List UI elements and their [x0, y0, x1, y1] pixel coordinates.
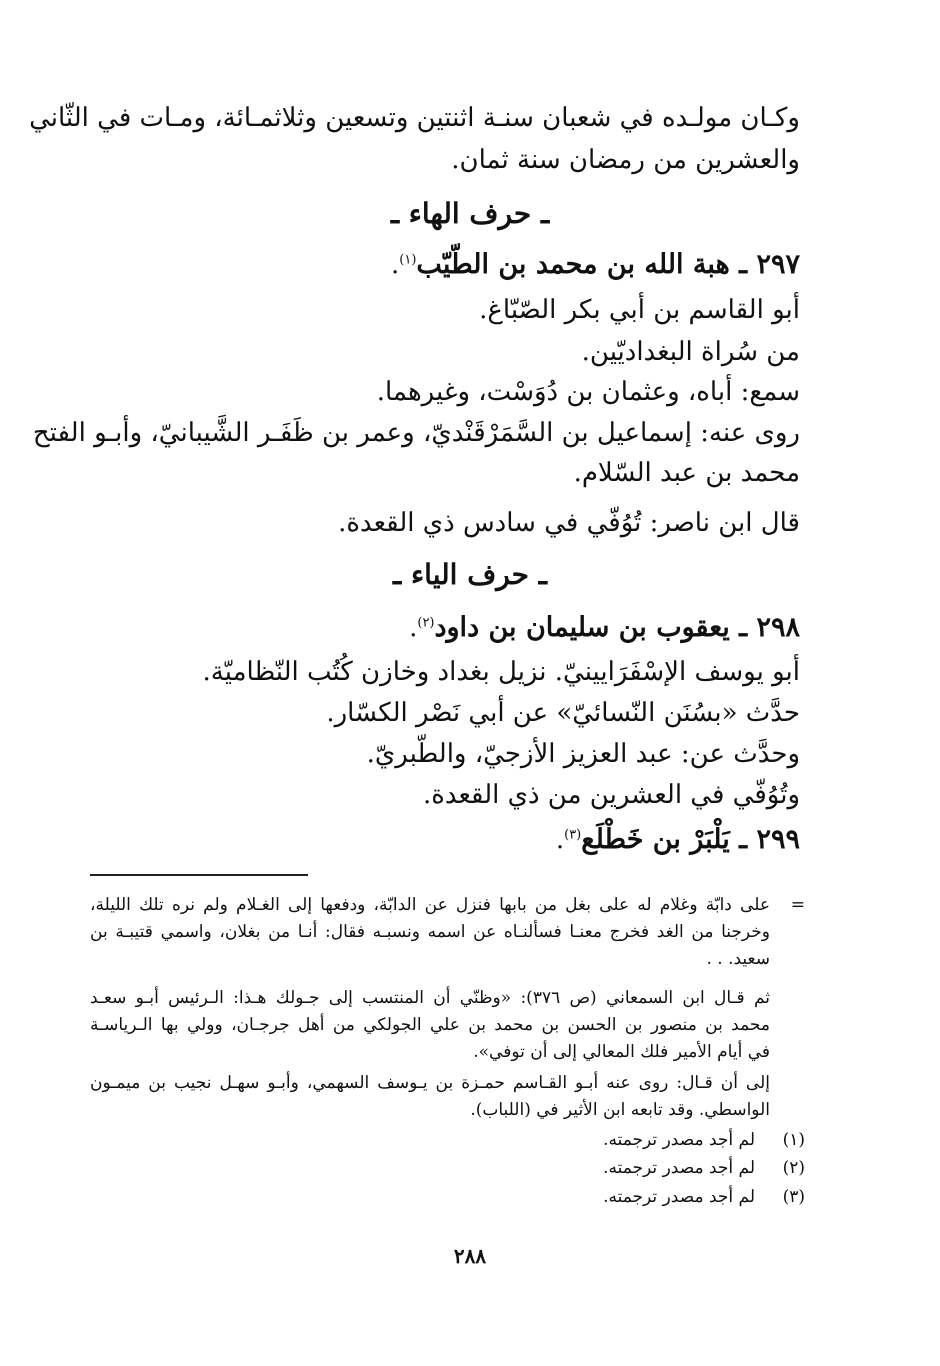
footnote-line: إلى أن قـال: روى عنه أبـو القـاسم حمـزة بن يـوسف السهمي، وأبـو سهـل نجيب بن ميمـون: [90, 1073, 770, 1093]
text-line: من سُراة البغداديّين.: [581, 337, 800, 367]
text-line: محمد بن عبد السّلام.: [573, 458, 800, 488]
footnote-separator: [90, 874, 308, 876]
footnote-line: الواسطي. وقد تابعه ابن الأثير في (اللباب).: [470, 1100, 770, 1120]
footnote-number-2: (٢): [782, 1158, 805, 1178]
footnote-text-2: لم أجد مصدر ترجمته.: [603, 1158, 755, 1178]
text-line: وتُوُفّي في العشرين من ذي القعدة.: [422, 780, 800, 810]
entry-299-title: ٢٩٩ ـ يَلْبَرْ بن خَطْلَع: [581, 824, 800, 855]
footnote-text-3: لم أجد مصدر ترجمته.: [603, 1187, 755, 1207]
text-line: وكـان مولـده في شعبان سنـة اثنتين وتسعين وثلاثمـائة، ومـات في الثّاني: [29, 103, 800, 133]
text-line: حدَّث «بسُنَن النّسائيّ» عن أبي نَصْر الكسّار.: [326, 698, 800, 728]
section-heading-ha: ـ حرف الهاء ـ: [390, 197, 550, 230]
text-line: والعشرين من رمضان سنة ثمان.: [451, 145, 800, 175]
footnote-line: سعيد. . .: [706, 949, 770, 969]
entry-298-title: ٢٩٨ ـ يعقوب بن سليمان بن داود: [434, 612, 800, 643]
footnote-continuation-mark: =: [790, 895, 805, 915]
footnote-ref-1: (١): [399, 252, 417, 268]
entry-299-title-line: [90, 820, 800, 860]
text-line: أبو يوسف الإسْفَرَايينيّ. نزيل بغداد وخازن كُتُب النّظاميّة.: [202, 657, 800, 687]
footnote-line: محمد بن منصور بن الحسن بن محمد بن علي الجولكي من أهل جرجـان، وولي بها الـرياسـة: [90, 1015, 770, 1035]
footnote-ref-3: (٣): [564, 827, 582, 843]
footnote-number-3: (٣): [782, 1187, 805, 1207]
text-line: روى عنه: إسماعيل بن السَّمَرْقَنْديّ، وعمر بن ظَفَـر الشَّيبانيّ، وأبـو الفتح: [32, 418, 800, 448]
footnote-text-1: لم أجد مصدر ترجمته.: [603, 1130, 755, 1150]
entry-298-tail: .: [409, 613, 418, 643]
footnote-line: وخرجنا من الغد فخرج معنـا فسألنـاه عن اسمه ونسبـه فقال: أنـا من بغلان، واسمي قتيبـة بن: [90, 922, 770, 942]
footnote-line: ثم قـال ابن السمعاني (ص ٣٧٦): «وظنّي أن المنتسب إلى جـولك هـذا: الـرئيس أبـو سعـد: [90, 988, 770, 1008]
footnote-line: في أيام الأمير فلك المعالي إلى أن توفي».: [473, 1042, 770, 1062]
text-line: قال ابن ناصر: تُوُفّي في سادس ذي القعدة.: [338, 508, 800, 538]
entry-299-tail: .: [555, 825, 565, 855]
section-heading-ya: ـ حرف الياء ـ: [393, 558, 547, 591]
entry-298-title-line: [90, 608, 800, 648]
entry-297-tail: .: [391, 250, 400, 280]
text-line: سمع: أباه، وعثمان بن دُوَسْت، وغيرهما.: [376, 377, 800, 407]
entry-297-title-line: [90, 245, 800, 285]
text-line: أبو القاسم بن أبي بكر الصّبّاغ.: [479, 295, 800, 325]
footnote-line: على دابّة وغلام له على بغل من بابها فنزل عن الدابّة، ودفعها إلى الغـلام ولم نره تلك الليلة،: [90, 895, 770, 915]
footnote-number-1: (١): [782, 1130, 805, 1150]
footnote-ref-2: (٢): [417, 615, 435, 631]
page-number: ٢٨٨: [453, 1244, 487, 1268]
entry-297-title: ٢٩٧ ـ هبة الله بن محمد بن الطّيّب: [416, 249, 800, 280]
text-line: وحدَّث عن: عبد العزيز الأزجيّ، والطّبريّ.: [366, 739, 800, 769]
